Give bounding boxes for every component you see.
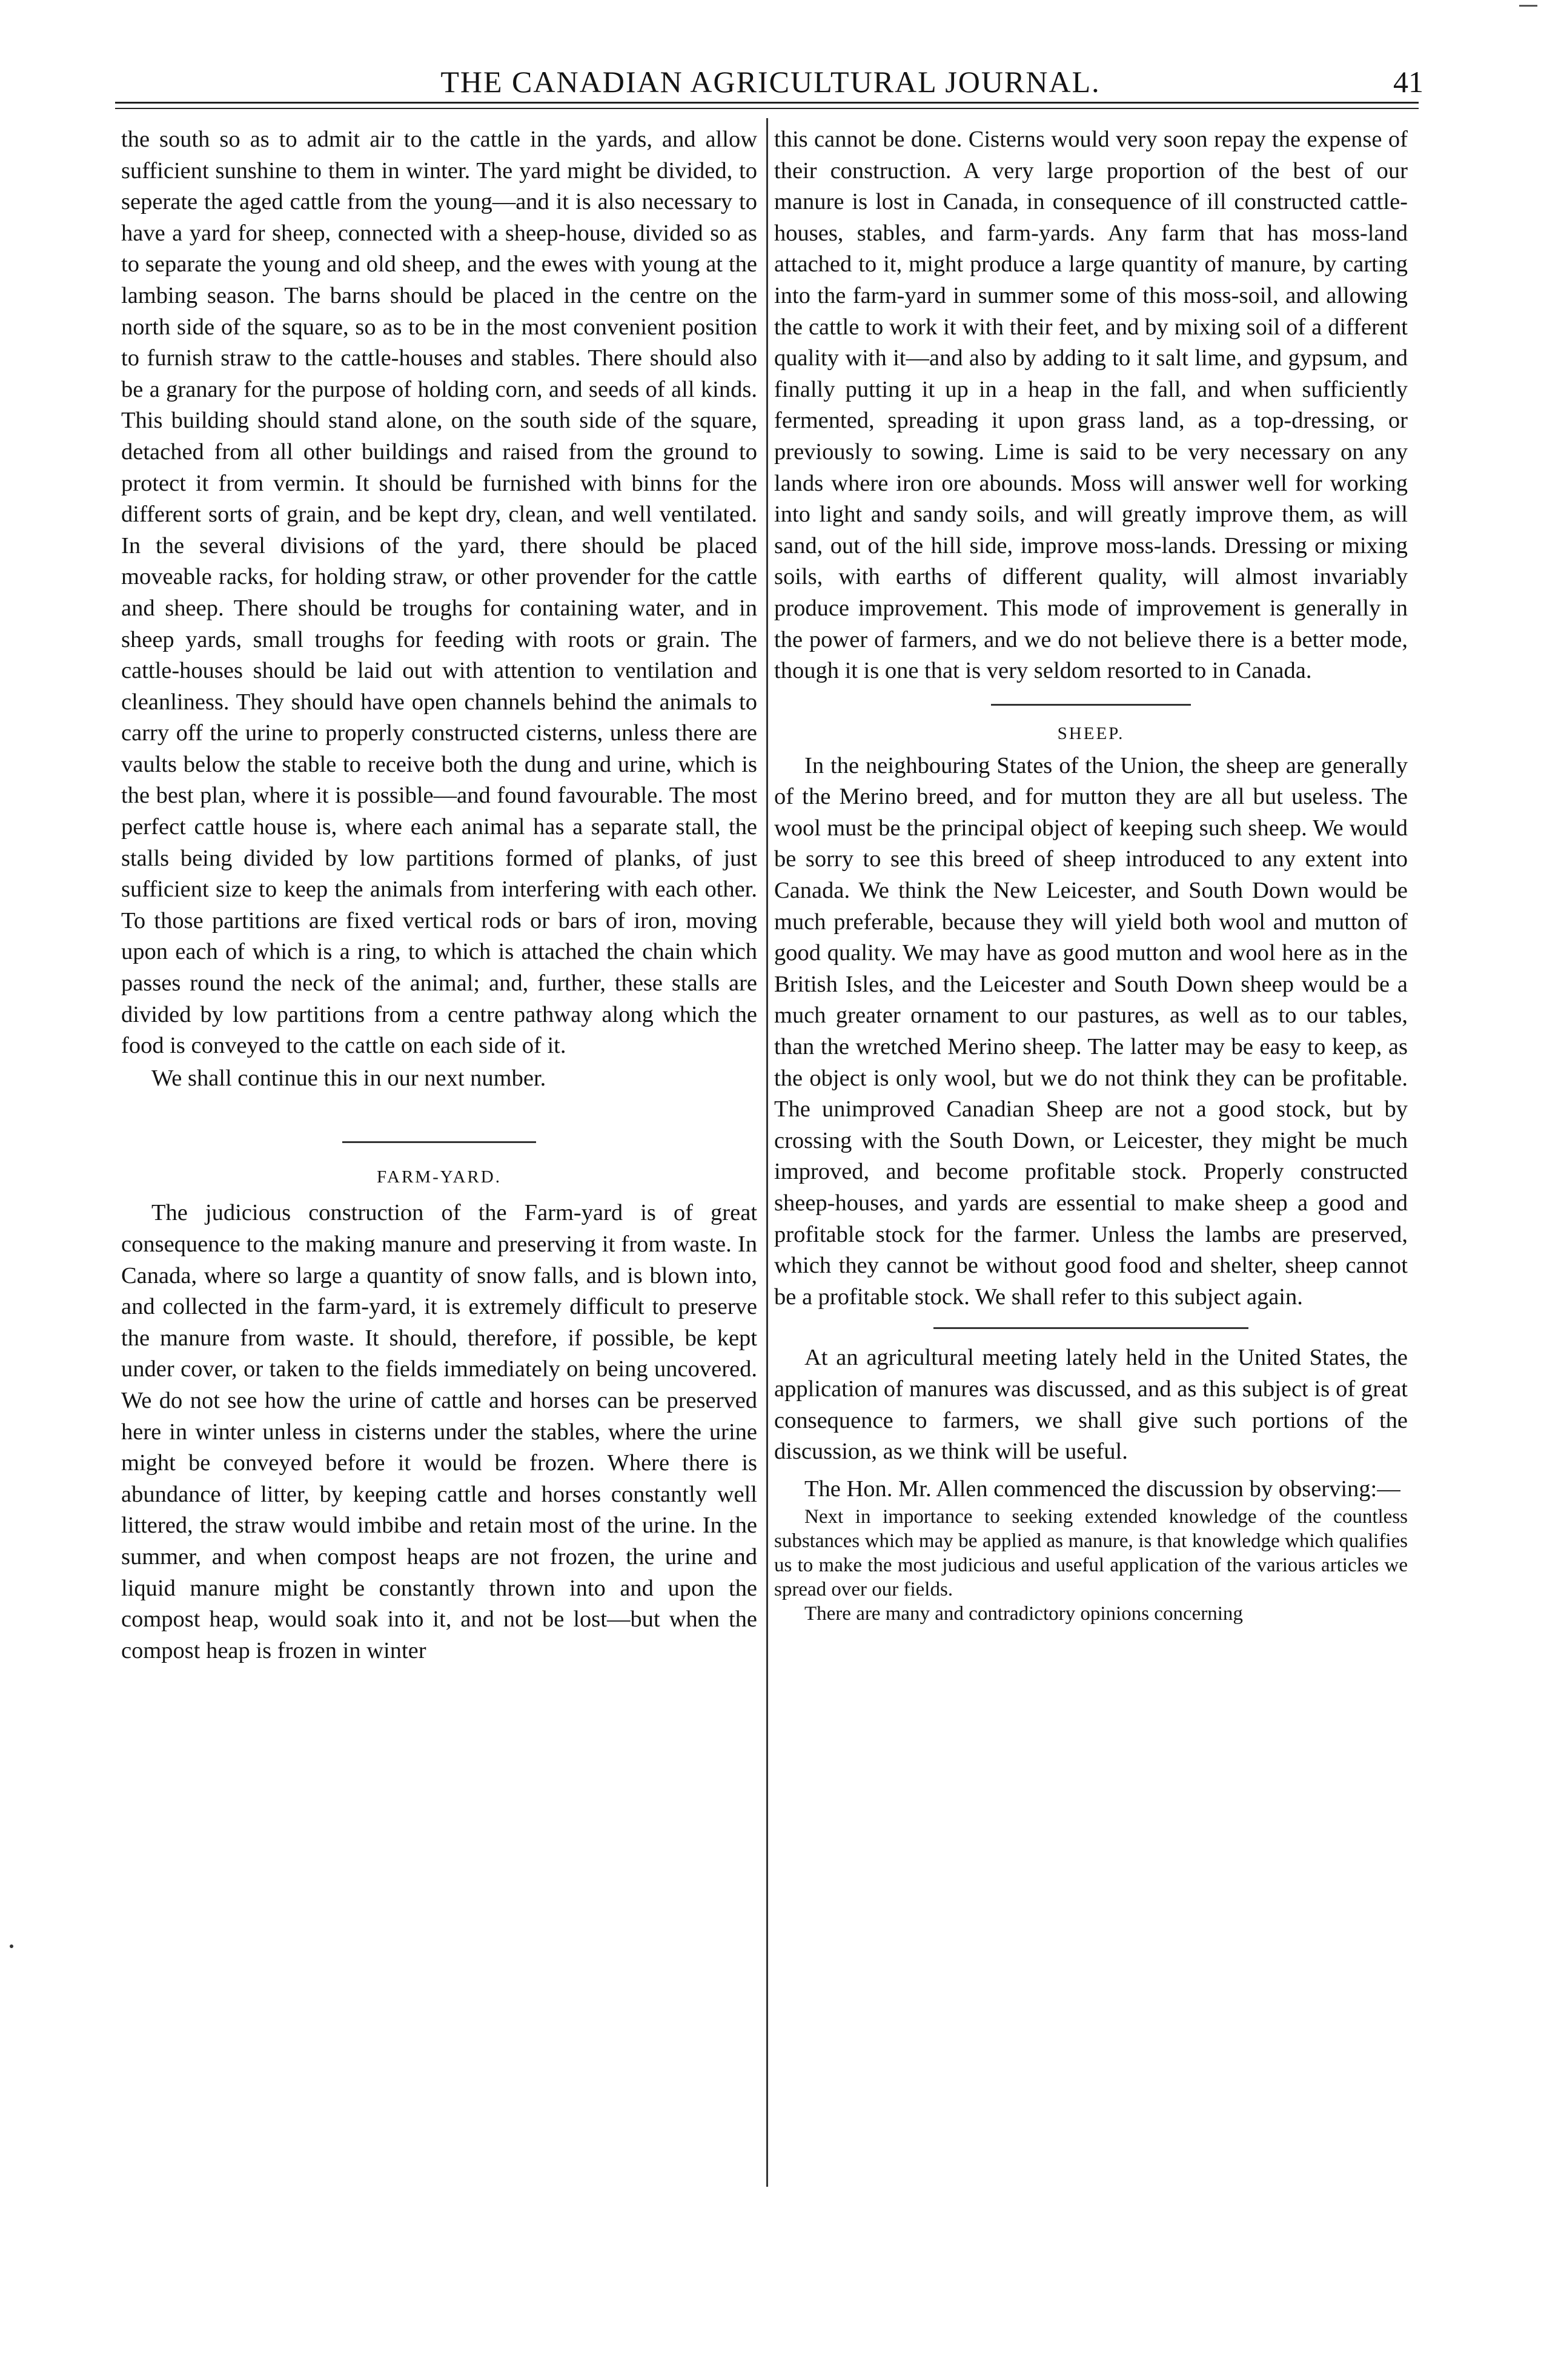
page-header	[0, 61, 1541, 103]
ink-speck	[10, 1944, 13, 1948]
page-number: 41	[1393, 65, 1423, 99]
allen-quote-2: There are many and contradictory opinions concerning	[804, 1603, 1243, 1625]
ink-mark	[1519, 5, 1537, 7]
sheep-heading: SHEEP.	[1057, 723, 1125, 743]
header-rule-bottom	[115, 108, 1419, 109]
left-paragraph-1: the south so as to admit air to the cattle in the yards, and allow sufficient sunshine to them in winter. The yard might be divided, to seperate the aged cattle from the young—and it is also necessary to have a yard for sheep, connected with a sheep-house, divided so as to separate the young and old sheep, and the ewes with young at the lambing season. The barns should be placed in the centre on the north side of the square, so as to be in the most convenient position to furnish straw to the cattle-houses and stables. There should also be a granary for the purpose of holding corn, and seeds of all kinds. This building should stand alone, on the south side of the square, detached from all other buildings and raised from the ground to protect it from vermin. It should be furnished with binns for the different sorts of grain, and be kept dry, clean, and well ventilated. In the several divisions of the yard, there should be placed moveable racks, for holding straw, or other provender for the cattle and sheep. There should be troughs for containing water, and in sheep yards, small troughs for feeding with roots or grain. The cattle-houses should be laid out with attention to ventilation and cleanliness. They should have open channels behind the animals to carry off the urine to properly constructed cisterns, unless there are vaults below the stable to receive both the dung and urine, which is the best plan, where it is possible—and found favourable. The most perfect cattle house is, where each animal has a separate stall, the stalls being divided by low partitions formed of planks, of just sufficient size to keep the animals from interfering with each other. To those partitions are fixed vertical rods or bars of iron, moving upon each of which is a ring, to which is attached the chain which passes round the neck of the animal; and, further, these stalls are divided by low partitions from a centre pathway along which the food is conveyed to the cattle on each side of it.	[121, 127, 757, 1059]
meeting-paragraph: At an agricultural meeting lately held in the United States, the application of manures was discussed, and as this subject is of great consequence to farmers, we shall give such portions of the discussion, as we think will be useful.	[774, 1345, 1408, 1465]
left-column	[121, 124, 757, 1666]
journal-title: THE CANADIAN AGRICULTURAL JOURNAL.	[440, 65, 1101, 99]
continue-note: We shall continue this in our next number.	[151, 1065, 546, 1091]
allen-intro: The Hon. Mr. Allen commenced the discussion by observing:—	[804, 1476, 1400, 1502]
farm-yard-paragraph: The judicious construction of the Farm-yard is of great consequence to the making manure and preserving it from waste. In Canada, where so large a quantity of snow falls, and is blown into, and collected in the farm-yard, it is extremely difficult to preserve the manure from waste. It should, therefore, if possible, be kept under cover, or taken to the fields immediately on being uncovered. We do not see how the urine of cattle and horses can be preserved here in winter unless in cisterns under the stables, where the urine might be conveyed before it would be frozen. Where there is abundance of litter, by keeping cattle and horses constantly well littered, the straw would imbibe and retain most of the urine. In the summer, and when compost heaps are not frozen, the urine and liquid manure might be constantly thrown into and upon the compost heap, would soak into it, and not be lost—but when the compost heap is frozen in winter	[121, 1200, 757, 1663]
farm-yard-heading: FARM-YARD.	[377, 1167, 502, 1187]
right-column	[774, 124, 1408, 1626]
sheep-paragraph: In the neighbouring States of the Union, the sheep are generally of the Merino breed, and for mutton they are all but useless. The wool must be the principal object of keeping such sheep. We would be sorry to see this breed of sheep introduced to any extent into Canada. We think the New Leicester, and South Down would be much preferable, because they will yield both wool and mutton of good quality. We may have as good mutton and wool here as in the British Isles, and the Leicester and South Down sheep would be a much greater ornament to our pastures, as well as to our tables, than the wretched Merino sheep. The latter may be easy to keep, as the object is only wool, but we do not think they can be profitable. The unimproved Canadian Sheep are not a good stock, but by crossing with the South Down, or Leicester, they might be much improved, and become profitable stock. Properly constructed sheep-houses, and yards are essential to make sheep a good and profitable stock for the farmer. Unless the lambs are preserved, which they cannot be without good food and shelter, sheep cannot be a profitable stock. We shall refer to this subject again.	[774, 752, 1408, 1310]
header-rule-top	[115, 102, 1419, 104]
column-separator	[766, 118, 768, 2187]
right-paragraph-1: this cannot be done. Cisterns would very soon repay the expense of their construction. A very large proportion of the best of our manure is lost in Canada, in consequence of ill constructed cattle-houses, stables, and farm-yards. Any farm that has moss-land attached to it, might produce a large quantity of manure, by carting into the farm-yard in summer some of this moss-soil, and allowing the cattle to work it with their feet, and by mixing soil of a different quality with it—and also by adding to it salt lime, and gypsum, and finally putting it up in a heap in the fall, and when sufficiently fermented, spreading it upon grass land, as a top-dressing, or previously to sowing. Lime is said to be very necessary on any lands where iron ore abounds. Moss will answer well for working into light and sandy soils, and will greatly improve them, as will sand, out of the hill side, improve moss-lands. Dressing or mixing soils, with earths of different quality, will almost invariably produce improvement. This mode of improvement is generally in the power of farmers, and we do not believe there is a better mode, though it is one that is very seldom resorted to in Canada.	[774, 127, 1408, 684]
allen-quote-1: Next in importance to seeking extended knowledge of the countless substances which may be applied as manure, is that knowledge which qualifies us to make the most judicious and useful application of the various articles we spread over our fields.	[774, 1506, 1408, 1601]
